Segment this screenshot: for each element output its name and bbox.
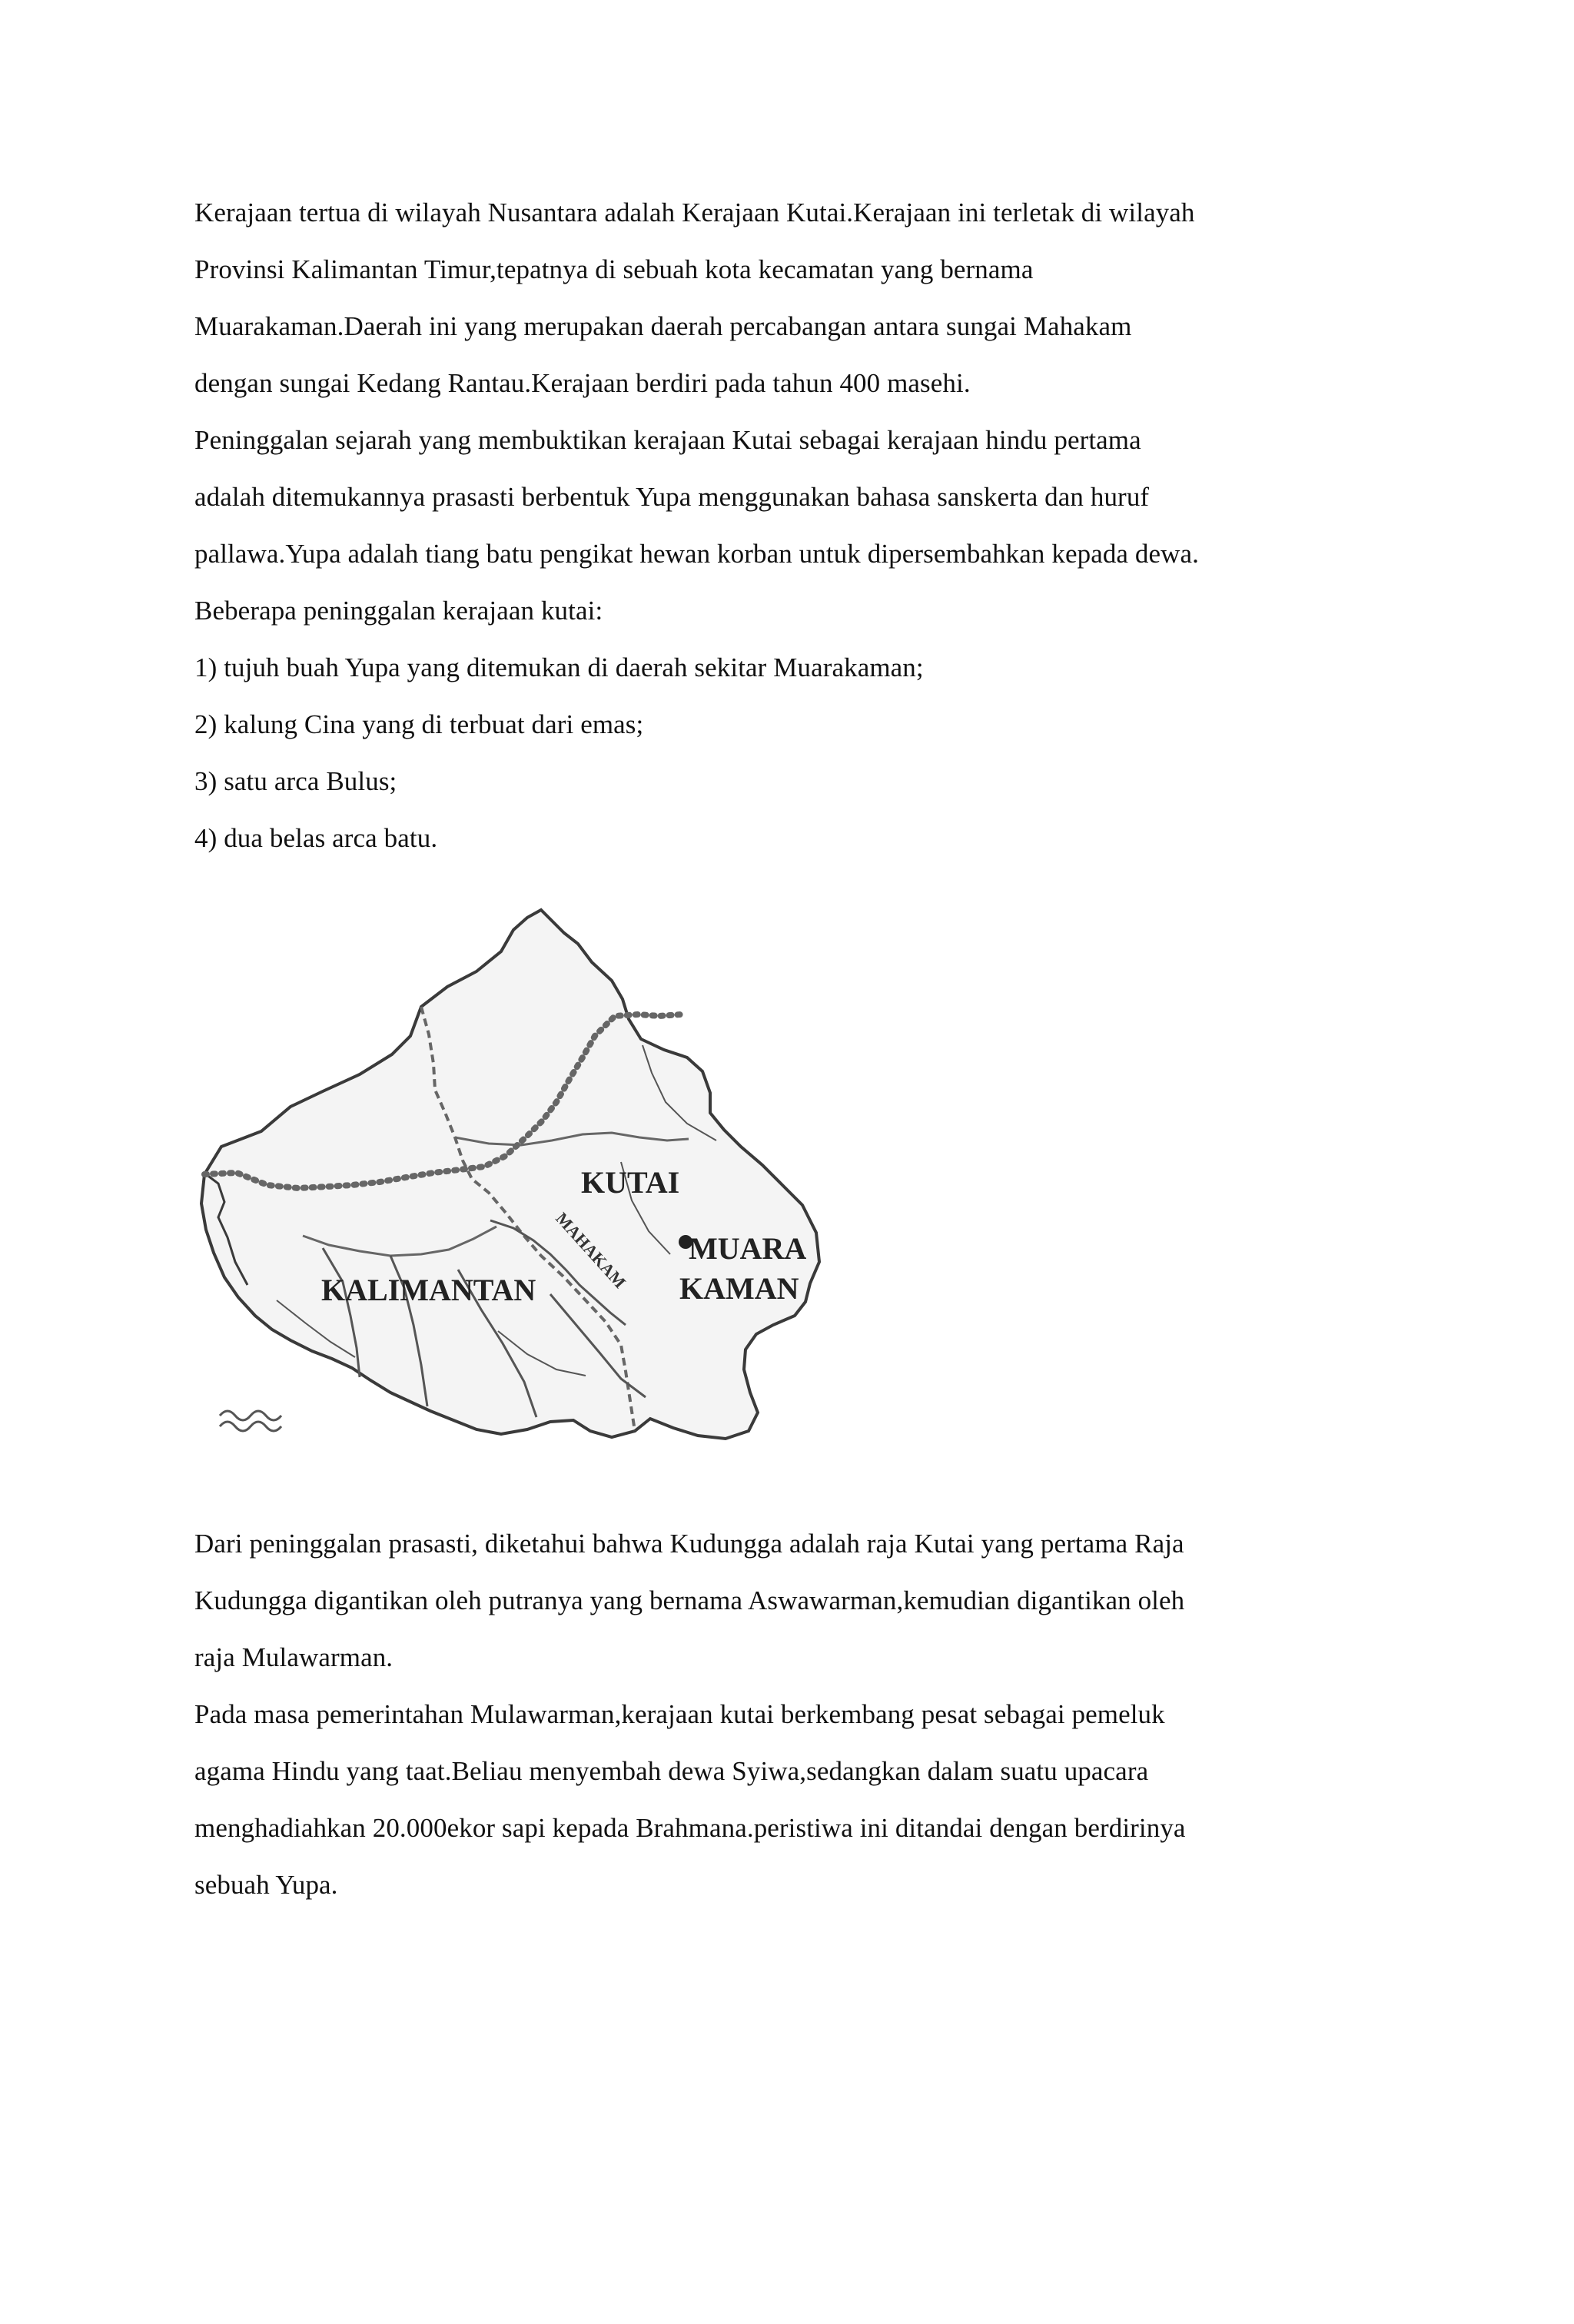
map-label-kalimantan: KALIMANTAN: [321, 1273, 536, 1307]
map-label-kaman: KAMAN: [679, 1271, 799, 1306]
paragraph-line: Dari peninggalan prasasti, diketahui bahwa Kudungga adalah raja Kutai yang pertama Raja: [194, 1529, 1184, 1559]
list-item: 4) dua belas arca batu.: [194, 823, 438, 853]
list-heading: Beberapa peninggalan kerajaan kutai:: [194, 596, 603, 626]
kutai-map-figure: [191, 901, 838, 1443]
paragraph-line: Kudungga digantikan oleh putranya yang bernama Aswawarman,kemudian digantikan oleh: [194, 1585, 1185, 1615]
paragraph-line: Provinsi Kalimantan Timur,tepatnya di sebuah kota kecamatan yang bernama: [194, 254, 1034, 284]
paragraph-line: sebuah Yupa.: [194, 1870, 338, 1900]
history-text-block: [194, 1516, 1440, 1914]
list-item: 1) tujuh buah Yupa yang ditemukan di daerah sekitar Muarakaman;: [194, 652, 924, 682]
paragraph-line: Pada masa pemerintahan Mulawarman,kerajaan kutai berkembang pesat sebagai pemeluk: [194, 1699, 1165, 1729]
paragraph-line: pallawa.Yupa adalah tiang batu pengikat hewan korban untuk dipersembahkan kepada dewa.: [194, 539, 1200, 569]
paragraph-line: Muarakaman.Daerah ini yang merupakan daerah percabangan antara sungai Mahakam: [194, 311, 1132, 341]
map-label-kutai: KUTAI: [581, 1165, 680, 1200]
paragraph-line: Kerajaan tertua di wilayah Nusantara adalah Kerajaan Kutai.Kerajaan ini terletak di wilayah: [194, 198, 1195, 227]
paragraph-line: menghadiahkan 20.000ekor sapi kepada Brahmana.peristiwa ini ditandai dengan berdirinya: [194, 1813, 1186, 1843]
map-label-muara: MUARA: [689, 1231, 807, 1266]
sea-wave-symbol: [220, 1411, 281, 1431]
map-label-mahakam: MAHAKAM: [552, 1208, 630, 1293]
kalimantan-map: [191, 901, 838, 1443]
paragraph-line: dengan sungai Kedang Rantau.Kerajaan berdiri pada tahun 400 masehi.: [194, 368, 971, 398]
paragraph-line: adalah ditemukannya prasasti berbentuk Yupa menggunakan bahasa sanskerta dan huruf: [194, 482, 1150, 512]
paragraph-line: raja Mulawarman.: [194, 1642, 394, 1672]
paragraph-line: agama Hindu yang taat.Beliau menyembah dewa Syiwa,sedangkan dalam suatu upacara: [194, 1756, 1149, 1786]
list-item: 3) satu arca Bulus;: [194, 766, 397, 796]
list-item: 2) kalung Cina yang di terbuat dari emas;: [194, 709, 644, 739]
intro-text-block: [194, 184, 1440, 867]
paragraph-line: Peninggalan sejarah yang membuktikan kerajaan Kutai sebagai kerajaan hindu pertama: [194, 425, 1141, 455]
